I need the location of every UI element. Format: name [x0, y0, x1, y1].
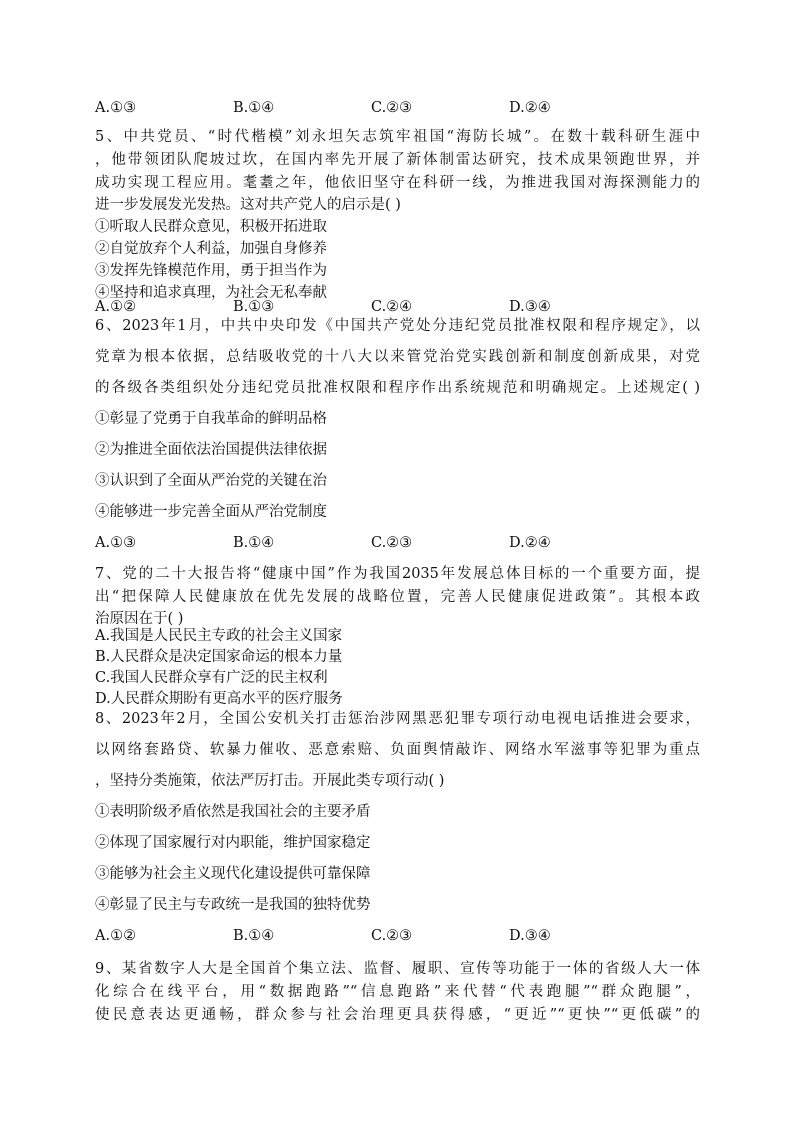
q8-option-b[interactable]: B.①④: [233, 928, 275, 944]
q7-option-c[interactable]: C.我国人民群众享有广泛的民主权利: [95, 670, 328, 686]
q4-option-c[interactable]: C.②③: [371, 100, 413, 116]
q5-item: ①听取人民群众意见，积极开拓进取: [95, 219, 327, 235]
q6-stem-line: 6、2023年1月，中共中央印发《中国共产党处分违纪党员批准权限和程序规定》，以: [95, 318, 700, 334]
q5-item: ③发挥先锋模范作用，勇于担当作为: [95, 263, 327, 279]
q9-stem-line: 化综合在线平台，用“数据跑路”“信息跑路”来代替“代表跑腿”“群众跑腿”，: [95, 984, 700, 1000]
q8-item: ④彰显了民主与专政统一是我国的独特优势: [95, 897, 371, 913]
q8-option-c[interactable]: C.②③: [371, 928, 413, 944]
q6-option-b[interactable]: B.①④: [233, 535, 275, 551]
q8-stem-line: ，坚持分类施策，依法严厉打击。开展此类专项行动( ): [95, 773, 445, 789]
q8-item: ③能够为社会主义现代化建设提供可靠保障: [95, 866, 371, 882]
q5-stem-line: 5、中共党员、“时代楷模”刘永坦矢志筑牢祖国“海防长城”。在数十载科研生涯中: [95, 129, 700, 145]
q7-option-b[interactable]: B.人民群众是决定国家命运的根本力量: [95, 649, 343, 665]
q6-option-a[interactable]: A.①③: [95, 535, 137, 551]
q5-item: ②自觉放弃个人利益，加强自身修养: [95, 241, 327, 257]
q6-option-c[interactable]: C.②③: [371, 535, 413, 551]
q6-item: ③认识到了全面从严治党的关键在治: [95, 473, 327, 489]
q9-stem-line: 使民意表达更通畅，群众参与社会治理更具获得感，“更近”“更快”“更低碳”的: [95, 1007, 700, 1023]
q7-option-d[interactable]: D.人民群众期盼有更高水平的医疗服务: [95, 691, 343, 707]
q6-item: ②为推进全面依法治国提供法律依据: [95, 442, 327, 458]
q5-stem-line: 进一步发展发光发热。这对共产党人的启示是( ): [95, 197, 401, 213]
q8-stem-line: 8、2023年2月，全国公安机关打击惩治涉网黑恶犯罪专项行动电视电话推进会要求，: [95, 711, 700, 727]
q5-option-d[interactable]: D.③④: [509, 299, 551, 315]
q8-option-d[interactable]: D.③④: [509, 928, 551, 944]
q7-stem-line: 7、党的二十大报告将“健康中国”作为我国2035年发展总体目标的一个重要方面，提: [95, 566, 700, 582]
q4-option-b[interactable]: B.①④: [233, 100, 275, 116]
q5-option-a[interactable]: A.①②: [95, 299, 137, 315]
q8-option-a[interactable]: A.①②: [95, 928, 137, 944]
q7-stem-line: 出“把保障人民健康放在优先发展的战略位置，完善人民健康促进政策”。其根本政: [95, 589, 700, 605]
q9-stem-line: 9、某省数字人大是全国首个集立法、监督、履职、宣传等功能于一体的省级人大一体: [95, 961, 700, 977]
q7-option-a[interactable]: A.我国是人民民主专政的社会主义国家: [95, 628, 343, 644]
q6-stem-line: 的各级各类组织处分违纪党员批准权限和程序作出系统规范和明确规定。上述规定( ): [95, 380, 700, 396]
q6-item: ①彰显了党勇于自我革命的鲜明品格: [95, 411, 327, 427]
q6-stem-line: 党章为根本依据，总结吸收党的十八大以来管党治党实践创新和制度创新成果，对党: [95, 349, 700, 365]
q4-option-a[interactable]: A.①③: [95, 100, 137, 116]
q8-item: ②体现了国家履行对内职能，维护国家稳定: [95, 835, 371, 851]
q5-option-b[interactable]: B.①③: [233, 299, 275, 315]
q5-option-c[interactable]: C.②④: [371, 299, 413, 315]
q4-option-d[interactable]: D.②④: [509, 100, 551, 116]
q5-stem-line: 成功实现工程应用。耄耋之年，他依旧坚守在科研一线，为推进我国对海探测能力的: [95, 175, 700, 191]
q7-stem-line: 治原因在于( ): [95, 611, 184, 627]
q8-stem-line: 以网络套路贷、软暴力催收、恶意索赔、负面舆情敲诈、网络水军滋事等犯罪为重点: [95, 742, 700, 758]
q8-item: ①表明阶级矛盾依然是我国社会的主要矛盾: [95, 804, 371, 820]
q6-option-d[interactable]: D.②④: [509, 535, 551, 551]
q5-item: ④坚持和追求真理，为社会无私奉献: [95, 285, 327, 301]
q5-stem-line: ，他带领团队爬坡过坎，在国内率先开展了新体制雷达研究，技术成果领跑世界，并: [95, 152, 700, 168]
q6-item: ④能够进一步完善全面从严治党制度: [95, 504, 327, 520]
